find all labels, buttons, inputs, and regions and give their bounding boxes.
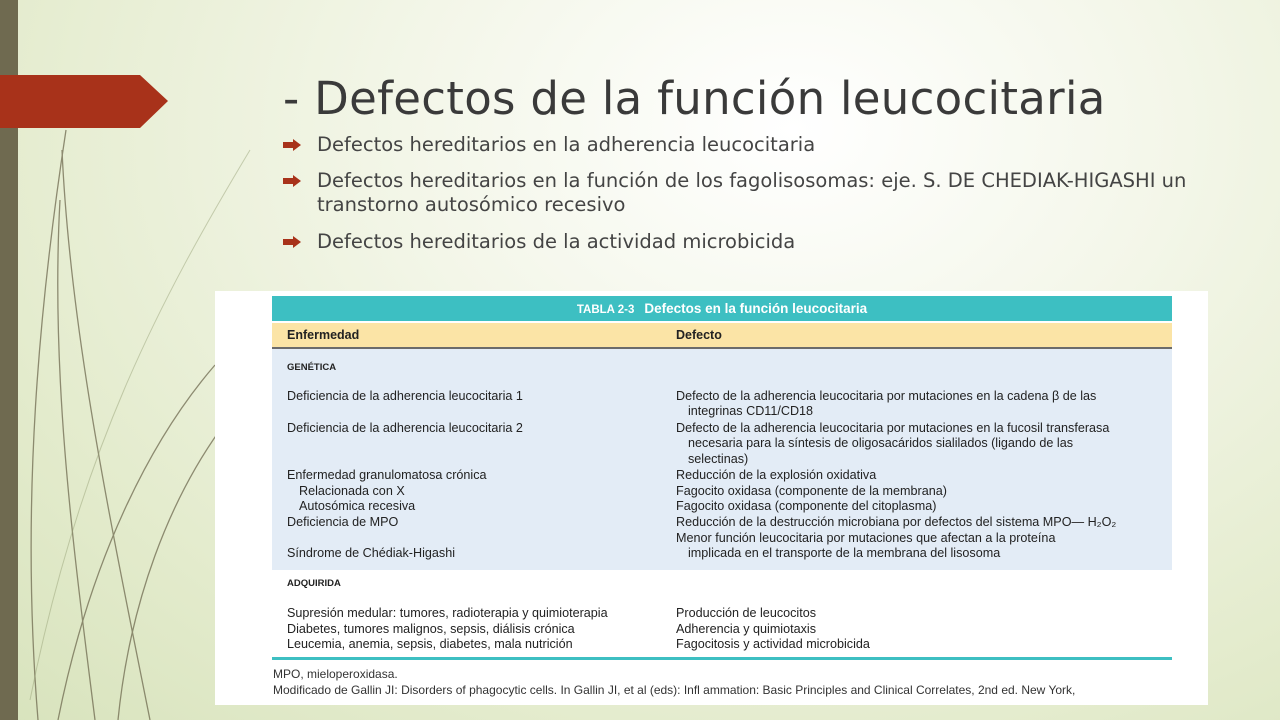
arrow-bullet-icon	[283, 139, 301, 151]
section-label-acquired: ADQUIRIDA	[287, 578, 341, 589]
table-cell: Enfermedad granulomatosa crónica	[287, 468, 487, 482]
table-cell: Autosómica recesiva	[299, 499, 416, 513]
table-section-genetic	[272, 349, 1172, 570]
table-cell: Reducción de la destrucción microbiana por defectos del sistema MPO— H₂O₂	[676, 515, 1117, 529]
table-column-header	[272, 323, 1172, 349]
table-caption	[272, 296, 1172, 321]
table-cell: necesaria para la síntesis de oligosacáridos sialilados (ligando de las	[688, 436, 1074, 450]
table-cell: selectinas)	[688, 452, 749, 466]
table-cell: implicada en el transporte de la membrana del lisosoma	[688, 546, 1001, 560]
table-cell: Producción de leucocitos	[676, 606, 817, 620]
arrow-bullet-icon	[283, 175, 301, 187]
table-bottom-rule	[272, 657, 1172, 660]
bullet-item	[283, 133, 1223, 157]
table-cell: Reducción de la explosión oxidativa	[676, 468, 877, 482]
column-header-disease: Enfermedad	[287, 328, 360, 342]
title-accent-flag	[0, 75, 168, 128]
table-title: Defectos en la función leucocitaria	[644, 301, 868, 316]
table-cell: Relacionada con X	[299, 484, 405, 498]
table-cell: Deficiencia de la adherencia leucocitaria 1	[287, 389, 523, 403]
table-cell: Adherencia y quimiotaxis	[676, 622, 817, 636]
bullet-text: Defectos hereditarios en la adherencia leucocitaria	[317, 133, 816, 156]
table-cell: Leucemia, anemia, sepsis, diabetes, mala nutrición	[287, 637, 573, 651]
table-cell: Fagocito oxidasa (componente de la membrana)	[676, 484, 947, 498]
table-cell: Supresión medular: tumores, radioterapia y quimioterapia	[287, 606, 608, 620]
bullet-list	[283, 133, 1223, 266]
table-cell: Fagocito oxidasa (componente del citoplasma)	[676, 499, 937, 513]
column-header-defect: Defecto	[676, 328, 722, 342]
table-cell: Deficiencia de MPO	[287, 515, 399, 529]
table-footnote: MPO, mieloperoxidasa.	[273, 667, 398, 681]
table-cell: Síndrome de Chédiak-Higashi	[287, 546, 456, 560]
table-cell: Defecto de la adherencia leucocitaria por mutaciones en la fucosil transferasa	[676, 421, 1110, 435]
bullet-text: Defectos hereditarios en la función de los fagolisosomas: eje. S. DE CHEDIAK-HIGASHI un transtorno autosómico recesivo	[317, 169, 1187, 216]
bullet-text: Defectos hereditarios de la actividad microbicida	[317, 230, 796, 253]
slide-title: - Defectos de la función leucocitaria	[283, 72, 1106, 125]
table-number: TABLA 2-3	[576, 304, 635, 316]
table-cell: Deficiencia de la adherencia leucocitaria 2	[287, 421, 523, 435]
section-label-genetic: GENÉTICA	[287, 362, 337, 373]
table-cell: Fagocitosis y actividad microbicida	[676, 637, 870, 651]
table-figure	[215, 291, 1208, 705]
table-cell: Menor función leucocitaria por mutaciones que afectan a la proteína	[676, 531, 1056, 545]
bullet-item	[283, 230, 1223, 254]
bullet-item	[283, 169, 1223, 217]
table-section-acquired	[272, 570, 1172, 657]
table-cell: Diabetes, tumores malignos, sepsis, diálisis crónica	[287, 622, 575, 636]
arrow-bullet-icon	[283, 236, 301, 248]
table-cell: integrinas CD11/CD18	[688, 404, 814, 418]
table-cell: Defecto de la adherencia leucocitaria por mutaciones en la cadena β de las	[676, 389, 1097, 403]
table-source: Modificado de Gallin JI: Disorders of phagocytic cells. In Gallin JI, et al (eds): Infl ammation: Basic Principles and Clinical Correlates, 2nd ed. New York,	[273, 683, 1076, 697]
